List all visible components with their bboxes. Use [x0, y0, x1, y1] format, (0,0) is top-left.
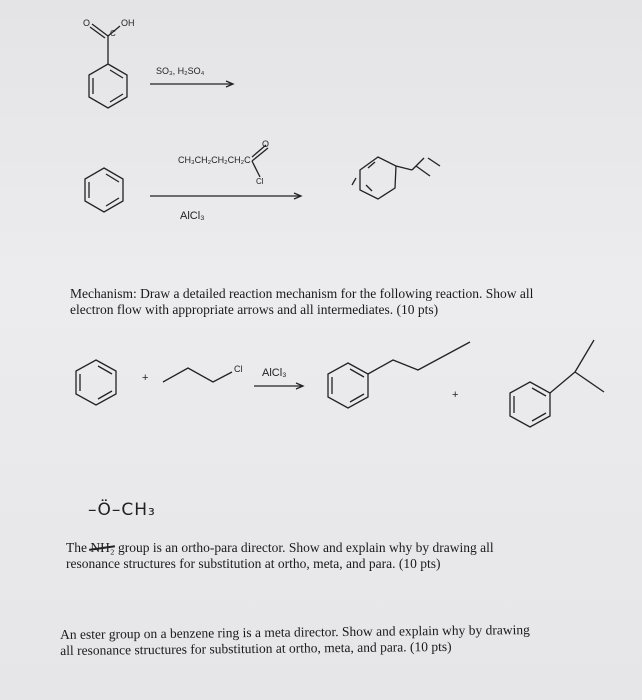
- handwritten-product-sketch: [352, 157, 440, 199]
- methoxy-question-line-2: resonance structures for substitution at ortho, meta, and para. (10 pts): [66, 556, 441, 571]
- methoxy-question-line-1: [66, 540, 494, 556]
- sulfonation-arrow: [150, 81, 233, 87]
- struck-nh2-text: NH₂: [90, 540, 115, 555]
- mechanism-question-line-1: Mechanism: Draw a detailed reaction mechanism for the following reaction. Show all: [70, 286, 534, 301]
- sulfonation-reagent-label: SO₃, H₂SO₄: [156, 66, 205, 76]
- isopropylbenzene-structure: [510, 340, 604, 427]
- propyl-chloride-cl-label: Cl: [234, 364, 243, 374]
- methoxy-question: [66, 540, 494, 572]
- ester-question: [60, 622, 530, 659]
- ester-question-line-2: all resonance structures for substitution at ortho, meta, and para. (10 pts): [60, 638, 452, 658]
- benzoic-acid-structure: [89, 24, 127, 108]
- acyl-oxygen-label: O: [262, 139, 270, 149]
- benzene-structure-3: [76, 360, 116, 405]
- benzene-structure-2: [85, 168, 123, 212]
- handwritten-methoxy-group: –Ö–CH₃: [88, 500, 156, 520]
- propylbenzene-structure: [328, 342, 470, 408]
- carboxyl-carbon-label: C: [110, 29, 116, 38]
- acylation-catalyst-label: AlCl₃: [180, 210, 205, 222]
- question-line-1-rest: group is an ortho-para director. Show and explain why by drawing all: [117, 540, 494, 555]
- propyl-chloride-chain: [163, 368, 232, 382]
- mechanism-question-line-2: electron flow with appropriate arrows and all intermediates. (10 pts): [70, 302, 439, 317]
- question-prefix: The: [66, 540, 87, 555]
- mechanism-arrow: [254, 383, 303, 389]
- hydroxyl-label: OH: [121, 18, 135, 28]
- carbonyl-oxygen-label: O: [83, 18, 91, 28]
- ester-question-line-1: An ester group on a benzene ring is a meta director. Show and explain why by drawing: [60, 622, 530, 642]
- acyl-chloride-bonds: [252, 145, 268, 177]
- mechanism-catalyst-label: AlCl₃: [262, 367, 287, 379]
- mechanism-question: [70, 286, 533, 318]
- acyl-chloride-label: Cl: [256, 177, 264, 186]
- plus-sign-1: +: [142, 372, 149, 384]
- acylation-arrow: [150, 193, 301, 199]
- plus-sign-2: +: [452, 389, 459, 401]
- acyl-chain-label: CH₃CH₂CH₂CH₂C: [178, 155, 251, 165]
